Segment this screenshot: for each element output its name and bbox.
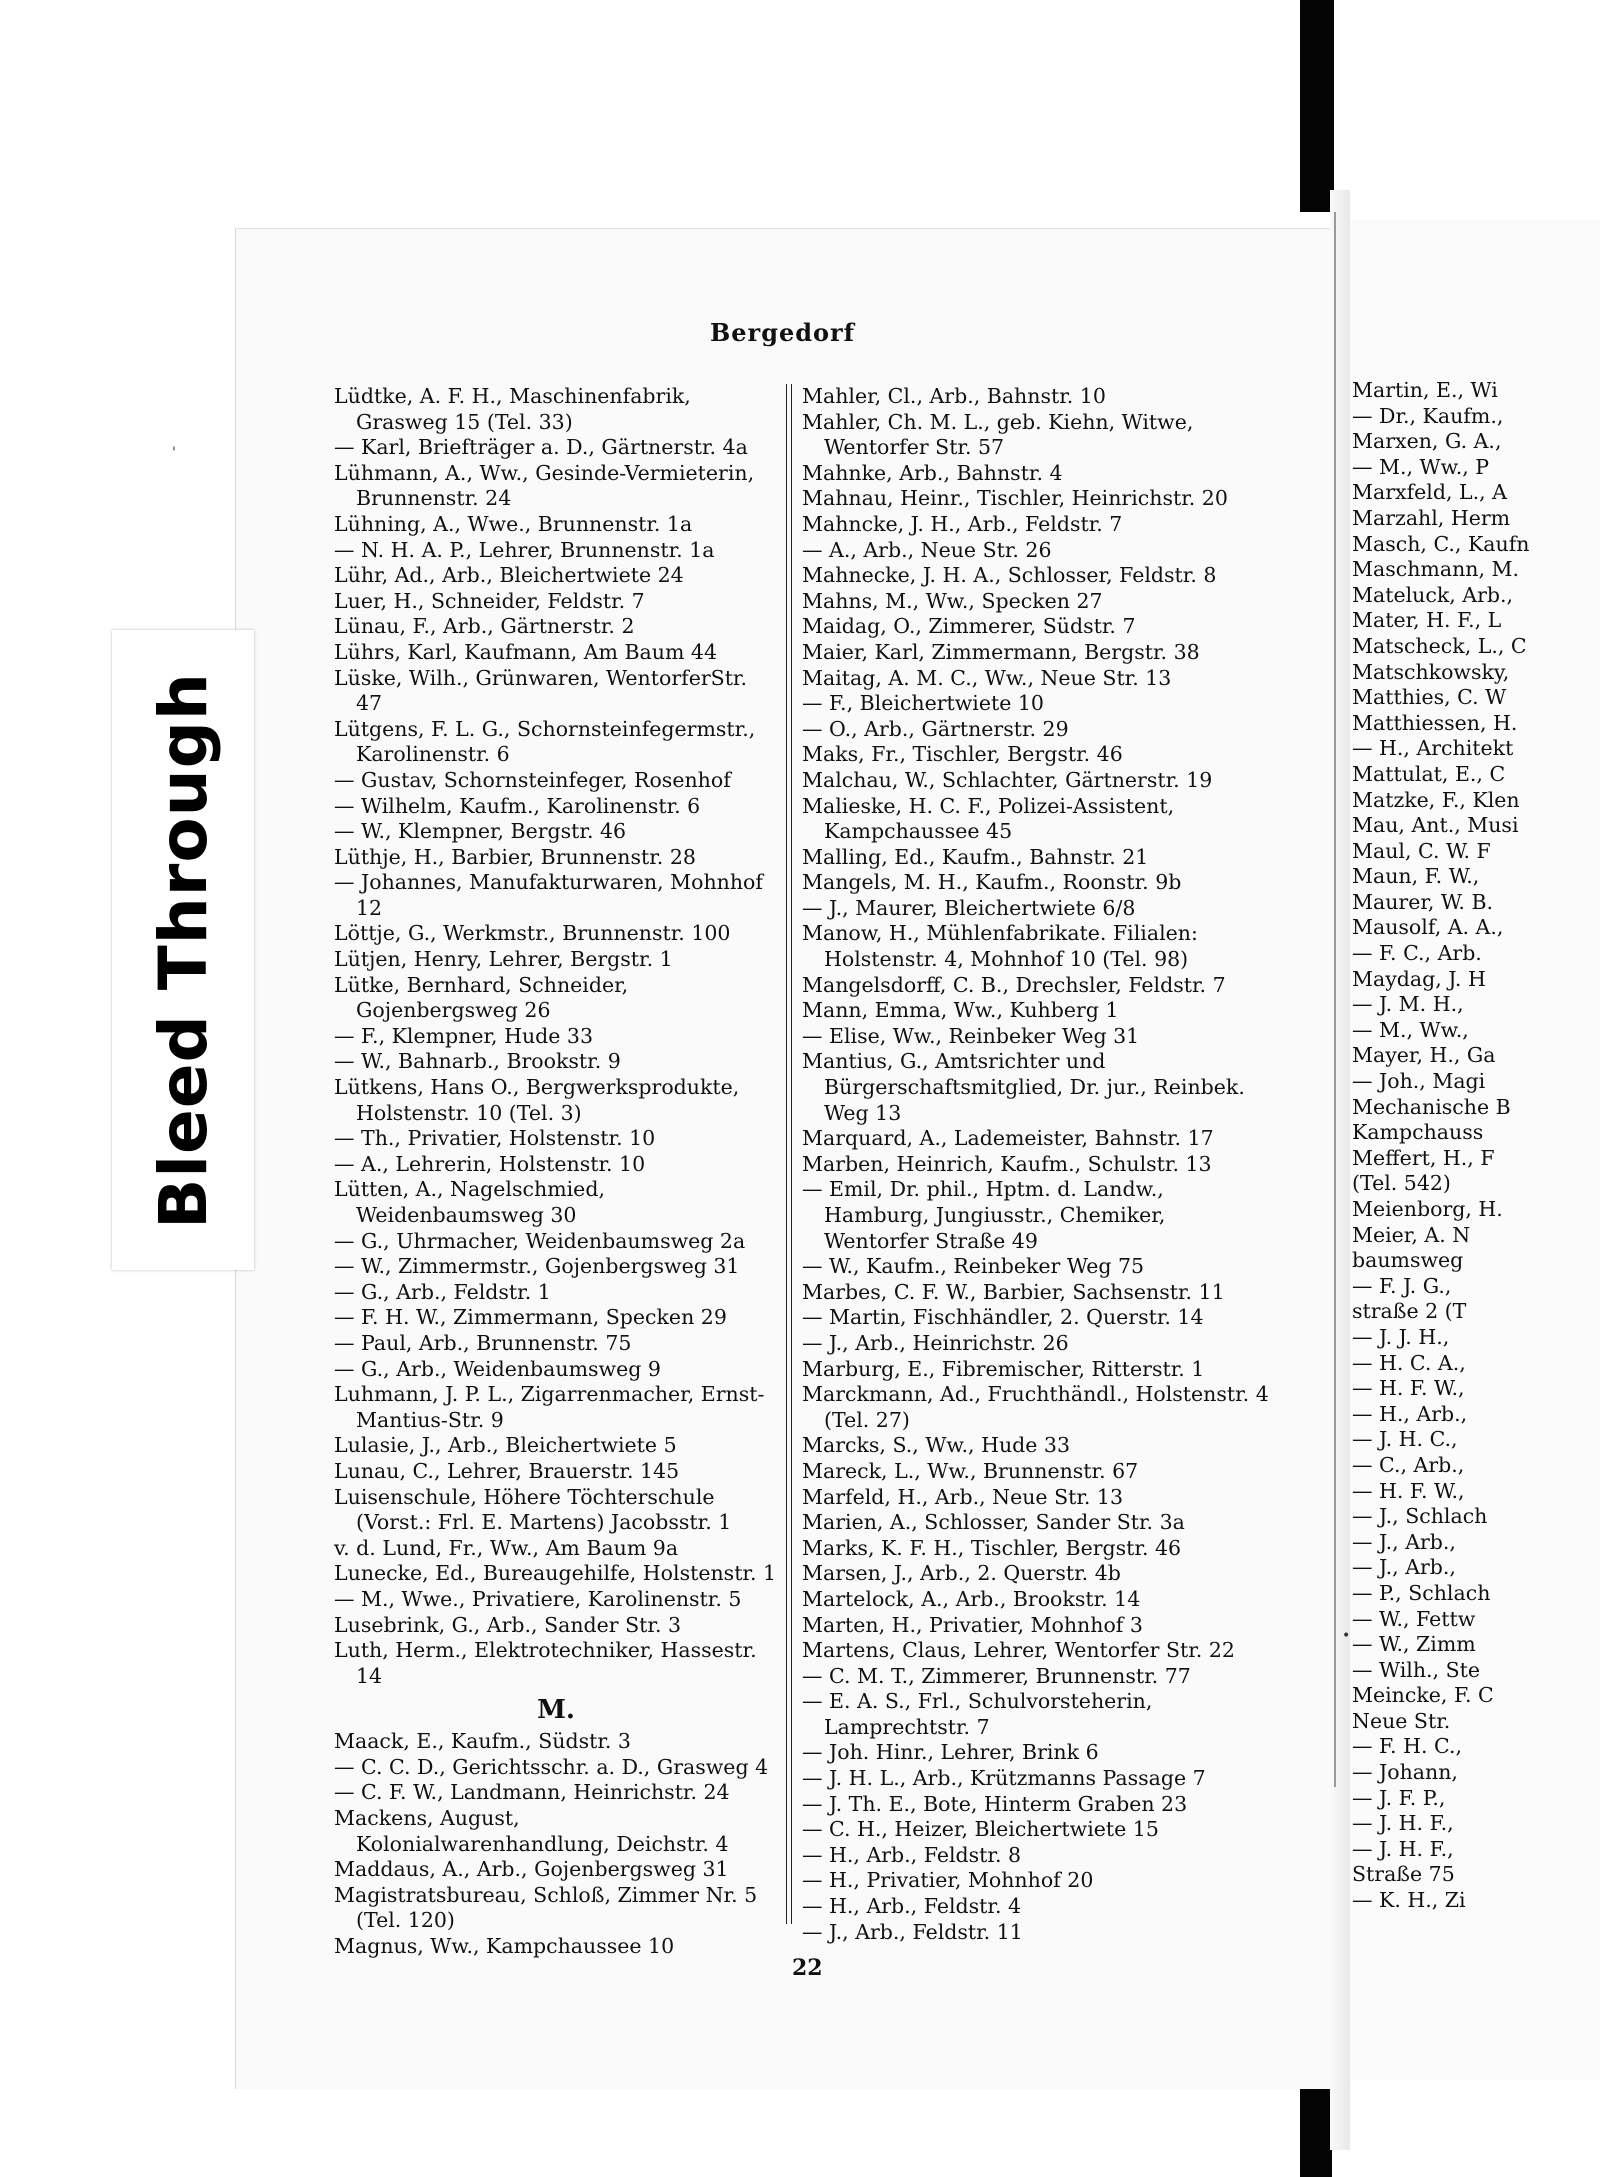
directory-entry: Lulasie, J., Arb., Bleichertwiete 5 xyxy=(334,1433,677,1458)
directory-entry: — Wilhelm, Kaufm., Karolinenstr. 6 xyxy=(334,793,701,818)
directory-entry: Mahnke, Arb., Bahnstr. 4 xyxy=(802,460,1063,485)
directory-entry-cropped: — Wilh., Ste xyxy=(1352,1657,1481,1682)
directory-entry: Lüdtke, A. F. H., Maschinenfabrik, Grasweg 15 (Tel. 33) xyxy=(334,384,691,434)
directory-entry-cropped: — H. C. A., xyxy=(1352,1350,1466,1375)
directory-entry: Marbes, C. F. W., Barbier, Sachsenstr. 11 xyxy=(802,1279,1225,1304)
directory-entry: Lütke, Bernhard, Schneider, Gojenbergsweg 26 xyxy=(334,972,629,1023)
directory-entry-cropped: (Tel. 542) xyxy=(1352,1171,1451,1196)
directory-entry: — Emil, Dr. phil., Hptm. d. Landw., Hamburg, Jungiusstr., Chemiker, Wentorfer Straße 49 xyxy=(802,1177,1166,1253)
directory-entry: Malchau, W., Schlachter, Gärtnerstr. 19 xyxy=(802,767,1213,792)
directory-entry: Lühr, Ad., Arb., Bleichertwiete 24 xyxy=(334,563,684,588)
directory-entry: — Gustav, Schornsteinfeger, Rosenhof xyxy=(334,767,731,792)
directory-entry: — M., Wwe., Privatiere, Karolinenstr. 5 xyxy=(334,1586,742,1611)
directory-entry: — J., Arb., Heinrichstr. 26 xyxy=(802,1330,1069,1355)
directory-entry: Lütten, A., Nagelschmied, Weidenbaumsweg 30 xyxy=(334,1177,605,1227)
directory-entry-cropped: — H., Architekt xyxy=(1352,736,1514,761)
page-number: 22 xyxy=(792,1955,823,1981)
directory-entry-cropped: Marxen, G. A., xyxy=(1352,429,1502,454)
directory-entry-cropped: Martin, E., Wi xyxy=(1352,378,1498,402)
directory-entry-cropped: Matscheck, L., C xyxy=(1352,633,1527,658)
directory-entry: — C. C. D., Gerichtsschr. a. D., Grasweg 4 xyxy=(334,1754,769,1779)
adjacent-page xyxy=(1350,220,1600,2080)
book-spine xyxy=(1334,212,1336,1787)
directory-entry: — N. H. A. P., Lehrer, Brunnenstr. 1a xyxy=(334,537,715,562)
directory-entry: Mangelsdorff, C. B., Drechsler, Feldstr. 7 xyxy=(802,972,1226,997)
directory-entry-cropped: — W., Zimm xyxy=(1352,1632,1476,1657)
directory-entry: — G., Arb., Weidenbaumsweg 9 xyxy=(334,1356,661,1381)
directory-column-right xyxy=(802,384,1272,1945)
directory-entry: Martelock, A., Arb., Brookstr. 14 xyxy=(802,1586,1141,1611)
directory-entry: — H., Arb., Feldstr. 4 xyxy=(802,1894,1022,1919)
directory-entry: Mahnecke, J. H. A., Schlosser, Feldstr. 8 xyxy=(802,563,1217,588)
directory-entry-cropped: baumsweg xyxy=(1352,1248,1464,1273)
directory-entry-cropped: Meienborg, H. xyxy=(1352,1197,1503,1221)
directory-entry: Mann, Emma, Ww., Kuhberg 1 xyxy=(802,998,1119,1023)
directory-entry-cropped: Mattulat, E., C xyxy=(1352,761,1506,786)
bleed-through-text: Bleed Through xyxy=(144,671,222,1229)
directory-entry-cropped: — M., Ww., P xyxy=(1352,454,1490,479)
directory-entry-cropped: — M., Ww., xyxy=(1352,1017,1469,1042)
directory-entry: Marten, H., Privatier, Mohnhof 3 xyxy=(802,1612,1143,1637)
page-title: Bergedorf xyxy=(710,318,856,347)
directory-entry-cropped: — J. M. H., xyxy=(1352,992,1464,1017)
directory-entry: Malieske, H. C. F., Polizei-Assistent, Kampchaussee 45 xyxy=(802,793,1175,844)
directory-entry-cropped: Maschmann, M. xyxy=(1352,557,1520,582)
directory-entry: — J., Arb., Feldstr. 11 xyxy=(802,1919,1023,1944)
directory-entry: Luth, Herm., Elektrotechniker, Hassestr. 14 xyxy=(334,1638,757,1688)
directory-entry: Lühning, A., Wwe., Brunnenstr. 1a xyxy=(334,511,693,536)
directory-entry: Marsen, J., Arb., 2. Querstr. 4b xyxy=(802,1561,1121,1586)
directory-entry: Mahns, M., Ww., Specken 27 xyxy=(802,588,1103,613)
directory-entry: Martens, Claus, Lehrer, Wentorfer Str. 22 xyxy=(802,1638,1235,1663)
directory-entry-cropped: — J., Arb., xyxy=(1352,1529,1456,1554)
directory-entry: — G., Arb., Feldstr. 1 xyxy=(334,1279,551,1304)
directory-entry: Mantius, G., Amtsrichter und Bürgerschaftsmitglied, Dr. jur., Reinbek. Weg 13 xyxy=(802,1049,1245,1125)
directory-entry: — H., Privatier, Mohnhof 20 xyxy=(802,1868,1094,1893)
directory-entry: Lunecke, Ed., Bureaugehilfe, Holstenstr. 1 xyxy=(334,1561,777,1586)
directory-entry-cropped: — J. F. P., xyxy=(1352,1785,1446,1810)
directory-entry-cropped: — W., Fettw xyxy=(1352,1606,1476,1631)
directory-entry-cropped: Mateluck, Arb., xyxy=(1352,582,1514,607)
directory-entry-cropped: Matschkowsky, xyxy=(1352,659,1510,684)
directory-entry: — A., Lehrerin, Holstenstr. 10 xyxy=(334,1151,646,1176)
directory-entry: Luisenschule, Höhere Töchterschule (Vorst.: Frl. E. Martens) Jacobsstr. 1 xyxy=(334,1484,732,1535)
directory-entry: Marquard, A., Lademeister, Bahnstr. 17 xyxy=(802,1126,1214,1151)
directory-entry-cropped: Masch, C., Kaufn xyxy=(1352,531,1530,556)
directory-entry: — W., Kaufm., Reinbeker Weg 75 xyxy=(802,1254,1145,1279)
directory-entry: Manow, H., Mühlenfabrikate. Filialen: Holstenstr. 4, Mohnhof 10 (Tel. 98) xyxy=(802,921,1198,972)
directory-entry-cropped: straße 2 (T xyxy=(1352,1299,1467,1324)
directory-entry: — Joh. Hinr., Lehrer, Brink 6 xyxy=(802,1740,1099,1765)
directory-entry: — C. M. T., Zimmerer, Brunnenstr. 77 xyxy=(802,1663,1191,1688)
directory-entry: — O., Arb., Gärtnerstr. 29 xyxy=(802,716,1069,741)
directory-entry: — F., Klempner, Hude 33 xyxy=(334,1023,594,1048)
directory-entry: — J. Th. E., Bote, Hinterm Graben 23 xyxy=(802,1791,1188,1816)
directory-entry: Lüthje, H., Barbier, Brunnenstr. 28 xyxy=(334,844,696,869)
directory-entry: Lührs, Karl, Kaufmann, Am Baum 44 xyxy=(334,639,718,664)
directory-entry: Malling, Ed., Kaufm., Bahnstr. 21 xyxy=(802,844,1149,869)
section-heading-m: M. xyxy=(537,1695,575,1726)
directory-entry: — F., Bleichertwiete 10 xyxy=(802,691,1044,716)
directory-entry-cropped: Neue Str. xyxy=(1352,1708,1451,1733)
directory-entry-cropped: — K. H., Zi xyxy=(1352,1888,1466,1913)
directory-entry: — Th., Privatier, Holstenstr. 10 xyxy=(334,1126,656,1151)
directory-entry: Marben, Heinrich, Kaufm., Schulstr. 13 xyxy=(802,1151,1212,1176)
directory-entry-cropped: Mausolf, A. A., xyxy=(1352,915,1504,940)
directory-entry: — W., Zimmermstr., Gojenbergsweg 31 xyxy=(334,1254,740,1279)
directory-entry-cropped: Maun, F. W., xyxy=(1352,864,1480,889)
directory-entry: — F. H. W., Zimmermann, Specken 29 xyxy=(334,1305,727,1330)
directory-entry: Marks, K. F. H., Tischler, Bergstr. 46 xyxy=(802,1535,1182,1560)
bleed-through-label xyxy=(112,630,254,1270)
directory-entry: Marfeld, H., Arb., Neue Str. 13 xyxy=(802,1484,1124,1509)
directory-entry-cropped: — Dr., Kaufm., xyxy=(1352,403,1504,428)
directory-column-left xyxy=(334,384,778,1960)
directory-entry: — H., Arb., Feldstr. 8 xyxy=(802,1842,1022,1867)
directory-entry-cropped: Marxfeld, L., A xyxy=(1352,480,1507,505)
entries-l-section xyxy=(334,384,778,1689)
directory-entry: Luer, H., Schneider, Feldstr. 7 xyxy=(334,588,645,613)
adjacent-page-column xyxy=(1352,378,1600,1914)
directory-entry: Lüske, Wilh., Grünwaren, WentorferStr. 47 xyxy=(334,665,747,716)
directory-entry-cropped: — F. C., Arb. xyxy=(1352,941,1482,966)
directory-entry-cropped: — J. H. F., xyxy=(1352,1811,1454,1836)
directory-entry-cropped: — J. H. C., xyxy=(1352,1427,1458,1452)
directory-entry: Magnus, Ww., Kampchaussee 10 xyxy=(334,1934,675,1959)
directory-entry-cropped: Mater, H. F., L xyxy=(1352,608,1502,633)
directory-entry: Mackens, August, Kolonialwarenhandlung, Deichstr. 4 xyxy=(334,1806,729,1856)
gutter-shadow-top xyxy=(1300,0,1334,212)
directory-entry: Mahnau, Heinr., Tischler, Heinrichstr. 20 xyxy=(802,486,1228,511)
directory-entry-cropped: Matthiessen, H. xyxy=(1352,710,1518,735)
directory-entry: Marckmann, Ad., Fruchthändl., Holstenstr. 4 (Tel. 27) xyxy=(802,1382,1269,1432)
directory-entry: v. d. Lund, Fr., Ww., Am Baum 9a xyxy=(334,1535,679,1560)
directory-entry: — Martin, Fischhändler, 2. Querstr. 14 xyxy=(802,1305,1204,1330)
directory-entry: — E. A. S., Frl., Schulvorsteherin, Lamprechtstr. 7 xyxy=(802,1689,1153,1739)
directory-entry-cropped: — H. F. W., xyxy=(1352,1376,1465,1401)
column-divider xyxy=(786,384,792,1924)
directory-entry: Mahncke, J. H., Arb., Feldstr. 7 xyxy=(802,511,1123,536)
directory-entry: Lühmann, A., Ww., Gesinde-Vermieterin, Brunnenstr. 24 xyxy=(334,460,755,511)
directory-entry: Lünau, F., Arb., Gärtnerstr. 2 xyxy=(334,614,635,639)
directory-entry: Maidag, O., Zimmerer, Südstr. 7 xyxy=(802,614,1136,639)
directory-entry: Lütjen, Henry, Lehrer, Bergstr. 1 xyxy=(334,947,673,972)
margin-mark: ' xyxy=(172,445,176,461)
directory-entry: — W., Bahnarb., Brookstr. 9 xyxy=(334,1049,621,1074)
directory-entry-cropped: Matzke, F., Klen xyxy=(1352,787,1520,812)
directory-entry: — Karl, Briefträger a. D., Gärtnerstr. 4a xyxy=(334,435,748,460)
directory-entry-cropped: — J., Schlach xyxy=(1352,1504,1488,1529)
directory-entry: Luhmann, J. P. L., Zigarrenmacher, Ernst-Mantius-Str. 9 xyxy=(334,1382,765,1432)
directory-entry-cropped: Meier, A. N xyxy=(1352,1222,1471,1247)
directory-entry: Maks, Fr., Tischler, Bergstr. 46 xyxy=(802,742,1123,767)
directory-entry-cropped: Kampchauss xyxy=(1352,1120,1484,1145)
directory-entry: — J. H. L., Arb., Krützmanns Passage 7 xyxy=(802,1766,1206,1791)
directory-entry: Maack, E., Kaufm., Südstr. 3 xyxy=(334,1729,631,1754)
directory-entry: Lusebrink, G., Arb., Sander Str. 3 xyxy=(334,1612,682,1637)
directory-entry-cropped: — H. F. W., xyxy=(1352,1478,1465,1503)
directory-entry-cropped: Mayer, H., Ga xyxy=(1352,1043,1496,1068)
directory-entry: Lütgens, F. L. G., Schornsteinfegermstr., Karolinenstr. 6 xyxy=(334,716,756,767)
directory-entry: — W., Klempner, Bergstr. 46 xyxy=(334,819,627,844)
directory-entry-cropped: — C., Arb., xyxy=(1352,1452,1465,1477)
directory-entry: Lütkens, Hans O., Bergwerksprodukte, Holstenstr. 10 (Tel. 3) xyxy=(334,1075,740,1125)
directory-entry: — G., Uhrmacher, Weidenbaumsweg 2a xyxy=(334,1228,746,1253)
directory-entry: — Elise, Ww., Reinbeker Weg 31 xyxy=(802,1023,1140,1048)
directory-entry-cropped: Marzahl, Herm xyxy=(1352,505,1511,530)
directory-entry-cropped: Meffert, H., F xyxy=(1352,1145,1495,1170)
directory-entry: — A., Arb., Neue Str. 26 xyxy=(802,537,1052,562)
directory-entry-cropped: Maurer, W. B. xyxy=(1352,889,1494,914)
directory-entry-cropped: Meincke, F. C xyxy=(1352,1683,1494,1708)
directory-entry: Magistratsbureau, Schloß, Zimmer Nr. 5 (Tel. 120) xyxy=(334,1882,758,1933)
directory-entry: Mareck, L., Ww., Brunnenstr. 67 xyxy=(802,1458,1139,1483)
directory-entry: — C. F. W., Landmann, Heinrichstr. 24 xyxy=(334,1780,730,1805)
directory-entry-cropped: Straße 75 xyxy=(1352,1862,1455,1887)
directory-entry-cropped: Mechanische B xyxy=(1352,1094,1511,1119)
directory-entry: — Paul, Arb., Brunnenstr. 75 xyxy=(334,1330,632,1355)
entries-m-section xyxy=(334,1729,778,1959)
directory-entry-cropped: — J., Arb., xyxy=(1352,1555,1456,1580)
directory-entry-cropped: Matthies, C. W xyxy=(1352,685,1507,710)
directory-entry: Maier, Karl, Zimmermann, Bergstr. 38 xyxy=(802,639,1200,664)
directory-entry: — C. H., Heizer, Bleichertwiete 15 xyxy=(802,1817,1159,1842)
directory-entry-cropped: — J. H. F., xyxy=(1352,1836,1454,1861)
directory-entry-cropped: Maul, C. W. F xyxy=(1352,838,1491,863)
directory-entry: Marien, A., Schlosser, Sander Str. 3a xyxy=(802,1510,1185,1535)
directory-entry-cropped: — F. H. C., xyxy=(1352,1734,1462,1759)
directory-entry: Mangels, M. H., Kaufm., Roonstr. 9b xyxy=(802,870,1182,895)
directory-entry: — Johannes, Manufakturwaren, Mohnhof 12 xyxy=(334,870,763,920)
directory-entry-cropped: — P., Schlach xyxy=(1352,1580,1491,1605)
directory-entry: Lunau, C., Lehrer, Brauerstr. 145 xyxy=(334,1458,680,1483)
directory-entry: Löttje, G., Werkmstr., Brunnenstr. 100 xyxy=(334,921,731,946)
directory-entry-cropped: Maydag, J. H xyxy=(1352,966,1486,991)
directory-entry-cropped: — H., Arb., xyxy=(1352,1401,1468,1426)
directory-entry: Mahler, Ch. M. L., geb. Kiehn, Witwe, Wentorfer Str. 57 xyxy=(802,409,1194,460)
directory-entry-cropped: — J. J. H., xyxy=(1352,1324,1450,1349)
page-edge-shadow xyxy=(1330,190,1350,2150)
directory-entry-cropped: — Johann, xyxy=(1352,1760,1458,1785)
directory-entry: Maddaus, A., Arb., Gojenbergsweg 31 xyxy=(334,1857,729,1882)
directory-entry: Mahler, Cl., Arb., Bahnstr. 10 xyxy=(802,384,1106,408)
directory-entry-cropped: Mau, Ant., Musi xyxy=(1352,813,1519,838)
directory-entry: — J., Maurer, Bleichertwiete 6/8 xyxy=(802,895,1136,920)
directory-entry: Marcks, S., Ww., Hude 33 xyxy=(802,1433,1071,1458)
margin-mark: • xyxy=(1342,1628,1351,1644)
directory-entry: Marburg, E., Fibremischer, Ritterstr. 1 xyxy=(802,1356,1205,1381)
directory-entry-cropped: — Joh., Magi xyxy=(1352,1069,1486,1094)
directory-entry-cropped: — F. J. G., xyxy=(1352,1273,1452,1298)
directory-entry: Maitag, A. M. C., Ww., Neue Str. 13 xyxy=(802,665,1172,690)
